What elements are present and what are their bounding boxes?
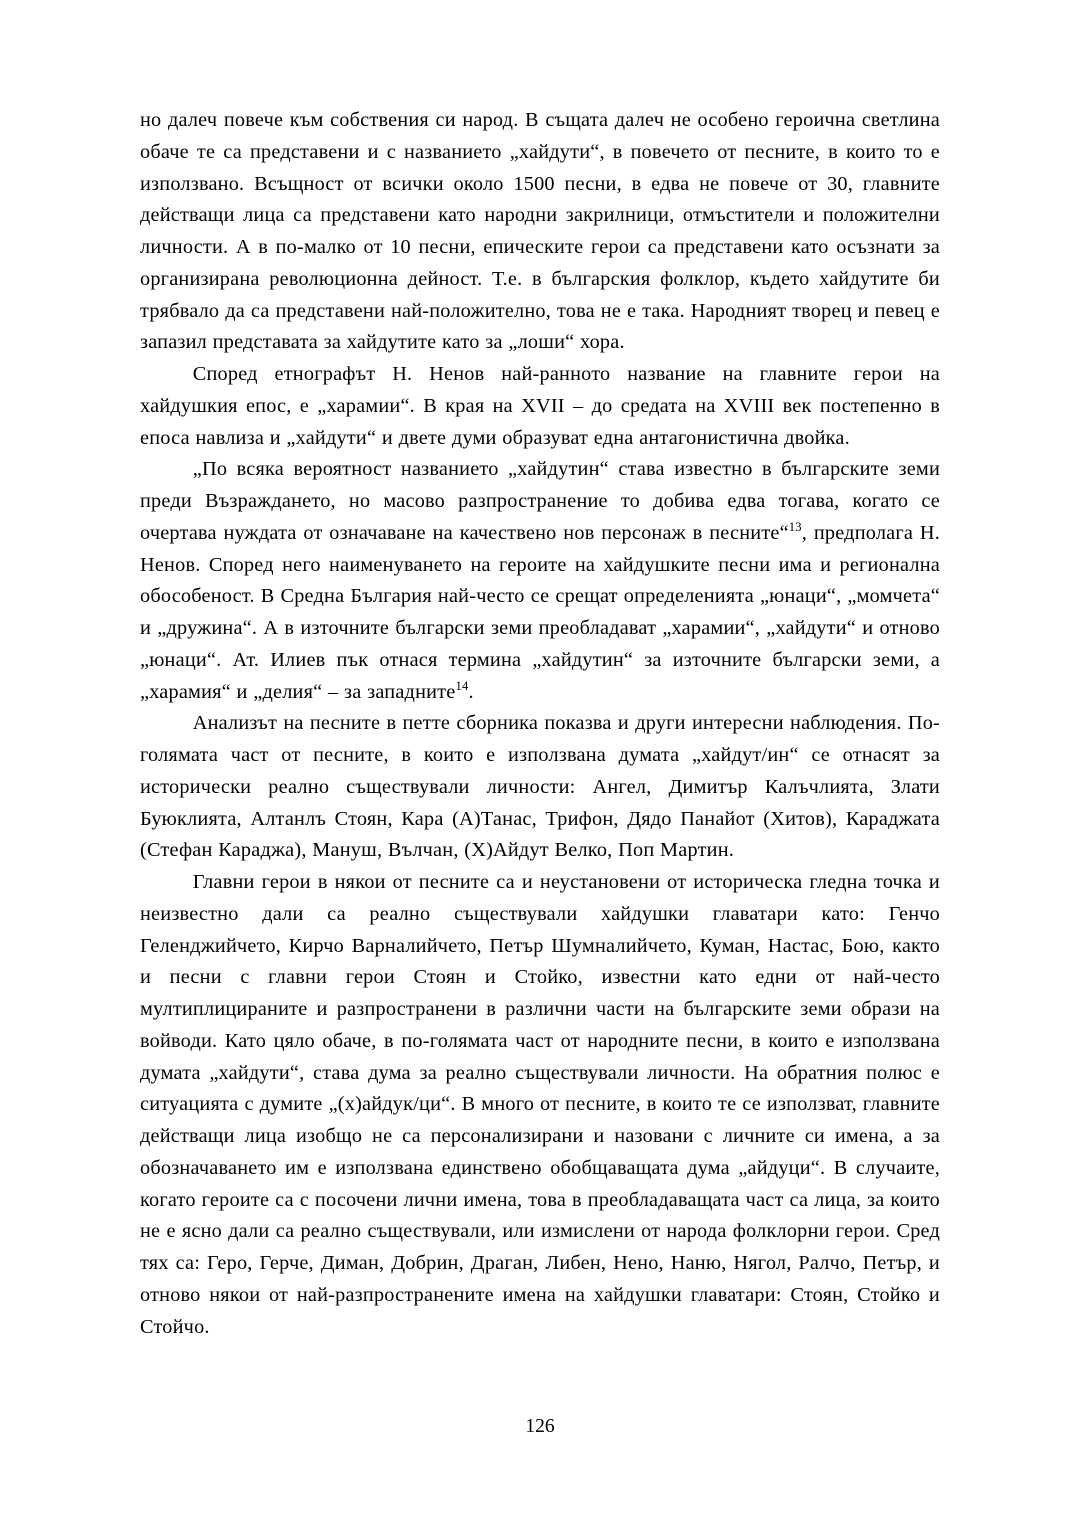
footnote-marker-13: 13 xyxy=(788,519,802,534)
paragraph-1: но далеч повече към собствения си народ. В същата далеч не особено героична светлина обаче те са представени и с названието „хайдути“, в повечето от песните, в които то е използвано. Всъщност от всички около 1500 песни, в едва не повече от 30, главните действащи лица са представени като народни закрилници, отмъстители и положителни личности. А в по-малко от 10 песни, епическите герои са представени като осъзнати за организирана революционна дейност. Т.е. в българския фолклор, където хайдутите би трябвало да са представени най-положително, това не е така. Народният творец и певец е запазил представата за хайдутите като за „лоши“ хора. xyxy=(140,109,940,354)
footnote-marker-14: 14 xyxy=(455,678,469,693)
paragraph-3 xyxy=(140,454,940,708)
paragraph-5: Главни герои в някои от песните са и неустановени от историческа гледна точка и неизвестно дали са реално съществували хайдушки главатари като: Генчо Геленджийчето, Кирчо Варналийчето, Петър Шумналийчето, Куман, Настас, Бою, както и песни с главни герои Стоян и Стойко, известни като едни от най-често мултиплицираните и разпространени в различни части на българските земи образи на войводи. Като цяло обаче, в по-голямата част от народните песни, в които е използвана думата „хайдути“, става дума за реално съществували личности. На обратния полюс е ситуацията с думите „(х)айдук/ци“. В много от песните, в които те се използват, главните действащи лица изобщо не са персонализирани и назовани с личните си имена, а за обозначаването им е използвана единствено обобщаващата дума „айдуци“. В случаите, когато героите са с посочени лични имена, това в преобладаващата част са лица, за които не е ясно дали са реално съществували, или измислени от народа фолклорни герои. Сред тях са: Геро, Герче, Диман, Добрин, Драган, Либен, Нено, Наню, Нягол, Ралчо, Петър, и отново някои от най-разпространените имена на хайдушки главатари: Стоян, Стойко и Стойчо. xyxy=(140,871,940,1338)
paragraph-2: Според етнографът Н. Ненов най-ранното название на главните герои на хайдушкия епос, е „харамии“. В края на XVII – до средата на XVIII век постепенно в епоса навлиза и „хайдути“ и двете думи образуват една антагонистична двойка. xyxy=(140,363,940,449)
paragraph-3-part-3: . xyxy=(468,680,474,703)
page-number: 126 xyxy=(525,1416,555,1437)
paragraph-3-part-1: „По всяка вероятност названието „хайдутин“ става известно в българските земи преди Възраждането, но масово разпространение то добива едва тогава, когато се очертава нуждата от означаване на качествено нов персонаж в песните“ xyxy=(140,458,940,544)
paragraph-3-part-2: , предполага Н. Ненов. Според него наименуването на героите на хайдушките песни има и регионална обособеност. В Средна България най-често се срещат определенията „юнаци“, „момчета“ и „дружина“. А в източните български земи преобладават „харамии“, „хайдути“ и отново „юнаци“. Ат. Илиев пък отнася термина „хайдутин“ за източните български земи, а „харамия“ и „делия“ – за западните xyxy=(140,521,940,703)
paragraph-4: Анализът на песните в петте сборника показва и други интересни наблюдения. По-голямата част от песните, в които е използвана думата „хайдут/ин“ се отнасят за исторически реално съществували личности: Ангел, Димитър Калъчлията, Злати Буюклията, Алтанлъ Стоян, Кара (А)Танас, Трифон, Дядо Панайот (Хитов), Караджата (Стефан Караджа), Мануш, Вълчан, (Х)Айдут Велко, Поп Мартин. xyxy=(140,712,940,862)
page-body xyxy=(140,105,940,1343)
